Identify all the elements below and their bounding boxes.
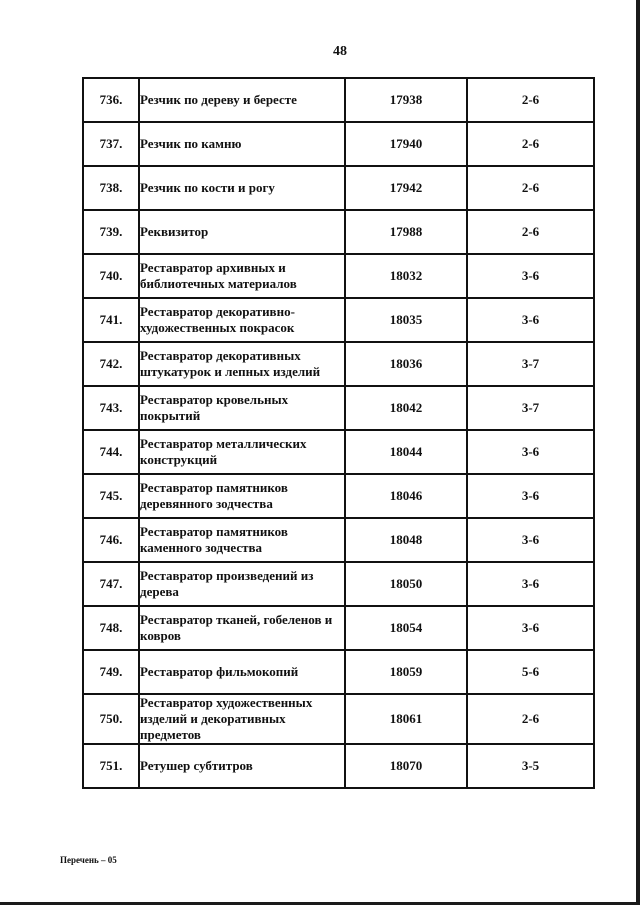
table-row	[83, 386, 594, 430]
table-row	[83, 254, 594, 298]
table-row	[83, 166, 594, 210]
occupation-name: Реставратор фильмокопий	[139, 650, 345, 694]
occupation-code: 18061	[345, 694, 467, 744]
table-body	[83, 78, 594, 788]
grade-range: 5-6	[467, 650, 594, 694]
occupation-code: 18048	[345, 518, 467, 562]
occupation-name: Резчик по дереву и бересте	[139, 78, 345, 122]
occupation-table	[82, 77, 595, 789]
occupation-name: Реставратор кровельных покрытий	[139, 386, 345, 430]
table-row	[83, 122, 594, 166]
table-row	[83, 744, 594, 788]
row-number: 740.	[83, 254, 139, 298]
grade-range: 3-6	[467, 562, 594, 606]
occupation-code: 18046	[345, 474, 467, 518]
occupation-name: Резчик по кости и рогу	[139, 166, 345, 210]
occupation-name: Реставратор памятников каменного зодчества	[139, 518, 345, 562]
grade-range: 2-6	[467, 210, 594, 254]
occupation-name: Реставратор художественных изделий и декоративных предметов	[139, 694, 345, 744]
scan-edge-right	[636, 0, 640, 905]
occupation-name: Реставратор декоративных штукатурок и лепных изделий	[139, 342, 345, 386]
grade-range: 2-6	[467, 78, 594, 122]
occupation-name: Реквизитор	[139, 210, 345, 254]
table-row	[83, 562, 594, 606]
occupation-code: 17938	[345, 78, 467, 122]
occupation-code: 18070	[345, 744, 467, 788]
grade-range: 2-6	[467, 694, 594, 744]
occupation-code: 18050	[345, 562, 467, 606]
grade-range: 2-6	[467, 166, 594, 210]
occupation-name: Реставратор архивных и библиотечных материалов	[139, 254, 345, 298]
occupation-code: 18044	[345, 430, 467, 474]
row-number: 745.	[83, 474, 139, 518]
occupation-code: 18035	[345, 298, 467, 342]
table-row	[83, 298, 594, 342]
row-number: 749.	[83, 650, 139, 694]
occupation-name: Реставратор памятников деревянного зодчества	[139, 474, 345, 518]
table-row	[83, 694, 594, 744]
table-row	[83, 342, 594, 386]
row-number: 746.	[83, 518, 139, 562]
row-number: 744.	[83, 430, 139, 474]
occupation-code: 18054	[345, 606, 467, 650]
row-number: 742.	[83, 342, 139, 386]
grade-range: 3-6	[467, 430, 594, 474]
row-number: 750.	[83, 694, 139, 744]
occupation-name: Ретушер субтитров	[139, 744, 345, 788]
grade-range: 3-6	[467, 518, 594, 562]
row-number: 747.	[83, 562, 139, 606]
row-number: 738.	[83, 166, 139, 210]
row-number: 751.	[83, 744, 139, 788]
row-number: 743.	[83, 386, 139, 430]
table-row	[83, 474, 594, 518]
grade-range: 3-6	[467, 298, 594, 342]
grade-range: 3-6	[467, 474, 594, 518]
occupation-code: 18036	[345, 342, 467, 386]
row-number: 748.	[83, 606, 139, 650]
table-row	[83, 650, 594, 694]
row-number: 736.	[83, 78, 139, 122]
occupation-name: Реставратор металлических конструкций	[139, 430, 345, 474]
occupation-name: Реставратор декоративно-художественных покрасок	[139, 298, 345, 342]
grade-range: 3-6	[467, 606, 594, 650]
occupation-code: 17988	[345, 210, 467, 254]
row-number: 737.	[83, 122, 139, 166]
row-number: 741.	[83, 298, 139, 342]
occupation-code: 18032	[345, 254, 467, 298]
occupation-name: Реставратор тканей, гобеленов и ковров	[139, 606, 345, 650]
page-number: 48	[333, 44, 347, 59]
occupation-code: 17942	[345, 166, 467, 210]
table-row	[83, 606, 594, 650]
footer-document-label: Перечень – 05	[60, 855, 117, 865]
occupation-code: 18042	[345, 386, 467, 430]
table-row	[83, 78, 594, 122]
row-number: 739.	[83, 210, 139, 254]
grade-range: 3-5	[467, 744, 594, 788]
grade-range: 3-7	[467, 386, 594, 430]
table-row	[83, 210, 594, 254]
grade-range: 3-6	[467, 254, 594, 298]
grade-range: 2-6	[467, 122, 594, 166]
occupation-code: 18059	[345, 650, 467, 694]
table-row	[83, 518, 594, 562]
occupation-code: 17940	[345, 122, 467, 166]
occupation-name: Реставратор произведений из дерева	[139, 562, 345, 606]
grade-range: 3-7	[467, 342, 594, 386]
table-row	[83, 430, 594, 474]
occupation-name: Резчик по камню	[139, 122, 345, 166]
